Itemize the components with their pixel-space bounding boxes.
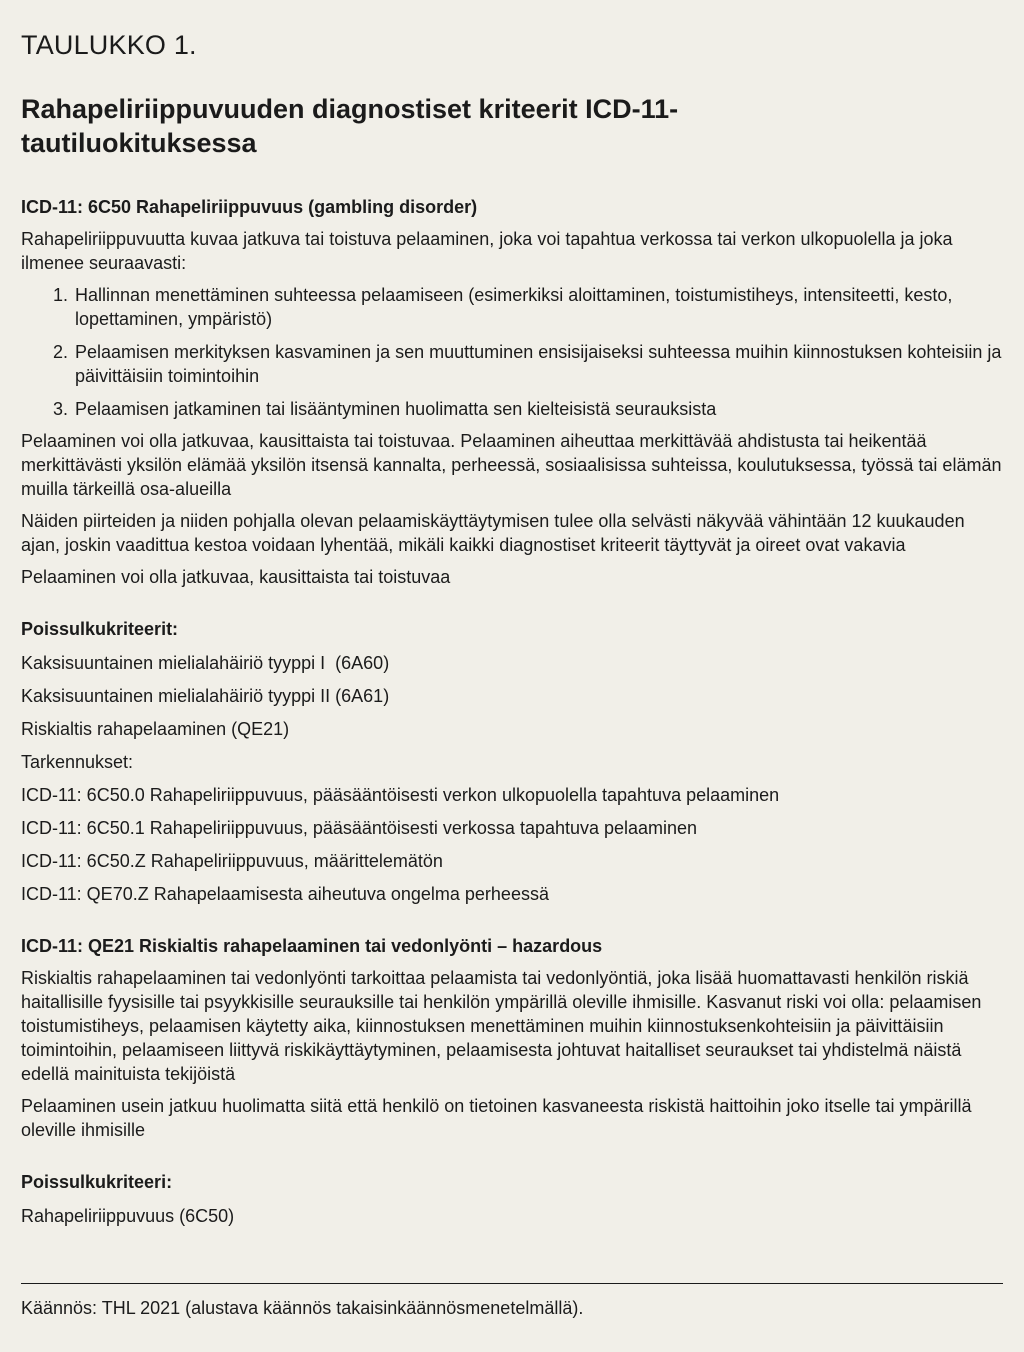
section-intro: Rahapeliriippuvuutta kuvaa jatkuva tai toistuva pelaaminen, joka voi tapahtua verkossa tai verkon ulkopuolella ja joka ilmenee seuraavasti: [21,229,953,273]
section-heading-qe21: ICD-11: QE21 Riskialtis rahapelaaminen tai vedonlyönti – hazardous [21,936,603,956]
criteria-text: Pelaamisen merkityksen kasvaminen ja sen muuttuminen ensisijaiseksi suhteessa muihin kiinnostuksen kohteisiin ja päivittäisiin toimintoihin [75,342,1002,386]
section-gambling-disorder [21,195,1003,589]
specifier-item: ICD-11: 6C50.1 Rahapeliriippuvuus, pääsääntöisesti verkossa tapahtuva pelaaminen [21,818,698,838]
exclusions-heading: Poissulkukriteerit: [21,619,179,639]
paragraph-hazardous-continuation: Pelaaminen usein jatkuu huolimatta siitä että henkilö on tietoinen kasvaneesta riskistä haittoihin joko itselle tai ympärillä oleville ihmisille [21,1096,972,1140]
criteria-item [53,340,1003,388]
exclusion-item: Kaksisuuntainen mielialahäiriö tyyppi I (6A60) [21,653,390,673]
table-label: TAULUKKO 1. [21,30,197,60]
exclusion-item: Kaksisuuntainen mielialahäiriö tyyppi II (6A61) [21,686,390,706]
criteria-item [53,397,1003,421]
specifiers-label: Tarkennukset: [21,752,134,772]
paragraph-hazardous-definition: Riskialtis rahapelaaminen tai vedonlyönti tarkoittaa pelaamista tai vedonlyöntiä, joka lisää huomattavasti henkilön riskiä haitallisille fyysisille tai psyykkisille seurauksille tai henkilön ympärillä oleville ihmisille. Kasvanut riski voi olla: pelaamisen toistumistiheys, pelaamisen käytetty aika, kiinnostuksen menettäminen muihin kiinnostuksenkohteisiin ja päivittäisiin toimintoihin, pelaamiseen liittyvä riskikäyttäytyminen, pelaamisesta johtuvat haitalliset seuraukset tai yhdistelmä näistä edellä mainituista tekijöistä [21,968,982,1084]
criteria-list [21,283,1003,421]
exclusions-section-2 [21,1170,1003,1228]
paragraph-duration: Näiden piirteiden ja niiden pohjalla olevan pelaamiskäyttäytymisen tulee olla selvästi näkyvää vähintään 12 kuukauden ajan, joskin vaadittua kestoa voidaan lyhentää, mikäli kaikki diagnostiset kriteerit täyttyvät ja oireet ovat vakavia [21,511,965,555]
criteria-number: 3. [53,399,69,419]
exclusion-item: Riskialtis rahapelaaminen (QE21) [21,719,290,739]
criteria-item [53,283,1003,331]
paragraph-pattern: Pelaaminen voi olla jatkuvaa, kausittaista tai toistuvaa [21,567,451,587]
criteria-text: Pelaamisen jatkaminen tai lisääntyminen huolimatta sen kielteisistä seurauksista [75,399,717,419]
criteria-number: 1. [53,285,69,305]
exclusions-heading-2: Poissulkukriteeri: [21,1172,173,1192]
section-hazardous-gambling [21,934,1003,1142]
footnote: Käännös: THL 2021 (alustava käännös takaisinkäännösmenetelmällä). [21,1298,584,1318]
criteria-text: Hallinnan menettäminen suhteessa pelaamiseen (esimerkiksi aloittaminen, toistumistiheys, intensiteetti, kesto, lopettaminen, ympäristö) [75,285,953,329]
table-title: Rahapeliriippuvuuden diagnostiset kriteerit ICD-11-tautiluokituksessa [21,94,679,158]
exclusion-item: Rahapeliriippuvuus (6C50) [21,1206,235,1226]
exclusions-section [21,617,1003,906]
specifier-item: ICD-11: QE70.Z Rahapelaamisesta aiheutuva ongelma perheessä [21,884,549,904]
specifier-item: ICD-11: 6C50.0 Rahapeliriippuvuus, pääsääntöisesti verkon ulkopuolella tapahtuva pelaaminen [21,785,780,805]
divider [21,1283,1003,1284]
paragraph-impairment: Pelaaminen voi olla jatkuvaa, kausittaista tai toistuvaa. Pelaaminen aiheuttaa merkittävää ahdistusta tai heikentää merkittävästi yksilön elämää yksilön itsensä kannalta, perheessä, sosiaalisissa suhteissa, koulutuksessa, työssä tai elämän muilla tärkeillä osa-alueilla [21,431,1002,499]
specifier-item: ICD-11: 6C50.Z Rahapeliriippuvuus, määrittelemätön [21,851,443,871]
section-heading-6c50: ICD-11: 6C50 Rahapeliriippuvuus (gambling disorder) [21,197,478,217]
criteria-number: 2. [53,342,69,362]
